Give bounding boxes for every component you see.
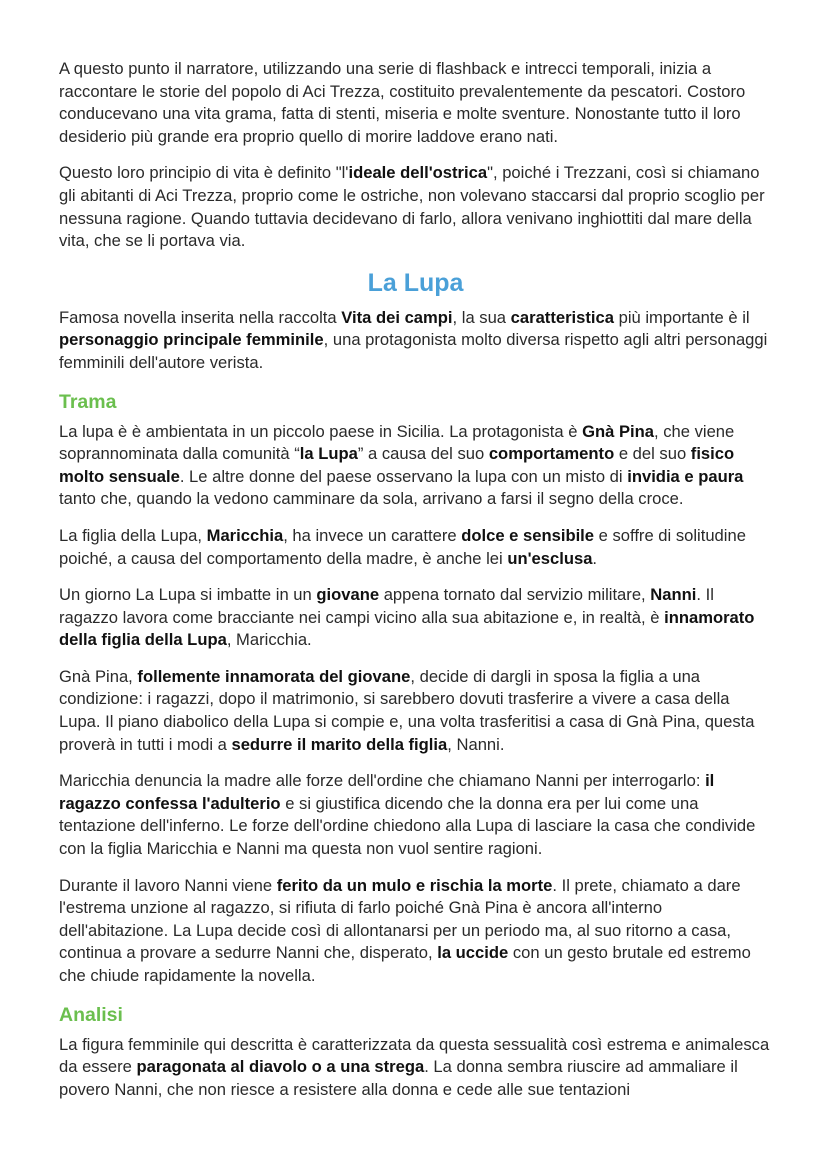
lupa-intro-paragraph: Famosa novella inserita nella raccolta Vita dei campi, la sua caratteristica più importante è il personaggio principale femminile, una protagonista molto diversa rispetto agli altri personaggi femminili dell'autore verista. [59, 307, 768, 372]
trama-paragraph-1: La lupa è è ambientata in un piccolo paese in Sicilia. La protagonista è Gnà Pina, che viene soprannominata dalla comunità “la Lupa” a causa del suo comportamento e del suo fisico molto sensuale. Le altre donne del paese osservano la lupa con un misto di invidia e paura tanto che, quando la vedono camminare da sola, arrivano a farsi il segno della croce. [59, 421, 744, 509]
trama-paragraph-3: Un giorno La Lupa si imbatte in un giovane appena tornato dal servizio militare, Nanni. Il ragazzo lavora come bracciante nei campi vicino alla sua abitazione e, in realtà, è innamorato della figlia della Lupa, Maricchia. [59, 585, 755, 650]
trama-paragraph-4: Gnà Pina, follemente innamorata del giovane, decide di dargli in sposa la figlia a una condizione: i ragazzi, dopo il matrimonio, si sarebbero dovuti trasferire a vivere a casa della Lupa. Il piano diabolico della Lupa si compie e, una volta trasferitisi a casa di Gnà Pina, questa proverà in tutti i modi a sedurre il marito della figlia, Nanni. [59, 666, 755, 754]
intro-paragraph-1: A questo punto il narratore, utilizzando una serie di flashback e intrecci temporali, inizia a raccontare le storie del popolo di Aci Trezza, costituito prevalentemente da pescatori. Costoro conducevano una vita grama, fatta di stenti, miseria e molte sventure. Nonostante tutto il loro desiderio più grande era proprio quello di morire laddove erano nati. [59, 59, 746, 146]
intro-paragraph-2: Questo loro principio di vita è definito "l'ideale dell'ostrica", poiché i Trezzani, così si chiamano gli abitanti di Aci Trezza, proprio come le ostriche, non volevano staccarsi dal proprio scoglio per nessuna ragione. Quando tuttavia decidevano di farlo, allora venivano inghiottiti dal mare della vita, che se li portava via. [59, 163, 765, 251]
analisi-paragraph-1: La figura femminile qui descritta è caratterizzata da questa sessualità così estrema e animalesca da essere paragonata al diavolo o a una strega. La donna sembra riuscire ad ammaliare il povero Nanni, che non riesce a resistere alla donna e cede alle sue tentazioni [59, 1034, 770, 1099]
section-title: La Lupa [367, 268, 464, 297]
trama-paragraph-6: Durante il lavoro Nanni viene ferito da un mulo e rischia la morte. Il prete, chiamato a dare l'estrema unzione al ragazzo, si rifiuta di farlo poiché Gnà Pina è ancora all'interno dell'abitazione. La Lupa decide così di allontanarsi per un periodo ma, al suo ritorno a casa, continua a provare a sedurre Nanni che, disperato, la uccide con un gesto brutale ed estremo che chiude rapidamente la novella. [59, 875, 751, 985]
analisi-heading: Analisi [59, 1003, 123, 1026]
trama-paragraph-2: La figlia della Lupa, Maricchia, ha invece un carattere dolce e sensibile e soffre di solitudine poiché, a causa del comportamento della madre, è anche lei un'esclusa. [59, 525, 746, 568]
trama-paragraph-5: Maricchia denuncia la madre alle forze dell'ordine che chiamano Nanni per interrogarlo: il ragazzo confessa l'adulterio e si giustifica dicendo che la donna era per lui come una tentazione dell'inferno. Le forze dell'ordine chiedono alla Lupa di lasciare la casa che condivide con la figlia Maricchia e Nanni ma questa non vuol sentire ragioni. [59, 771, 756, 859]
trama-heading: Trama [59, 390, 117, 413]
